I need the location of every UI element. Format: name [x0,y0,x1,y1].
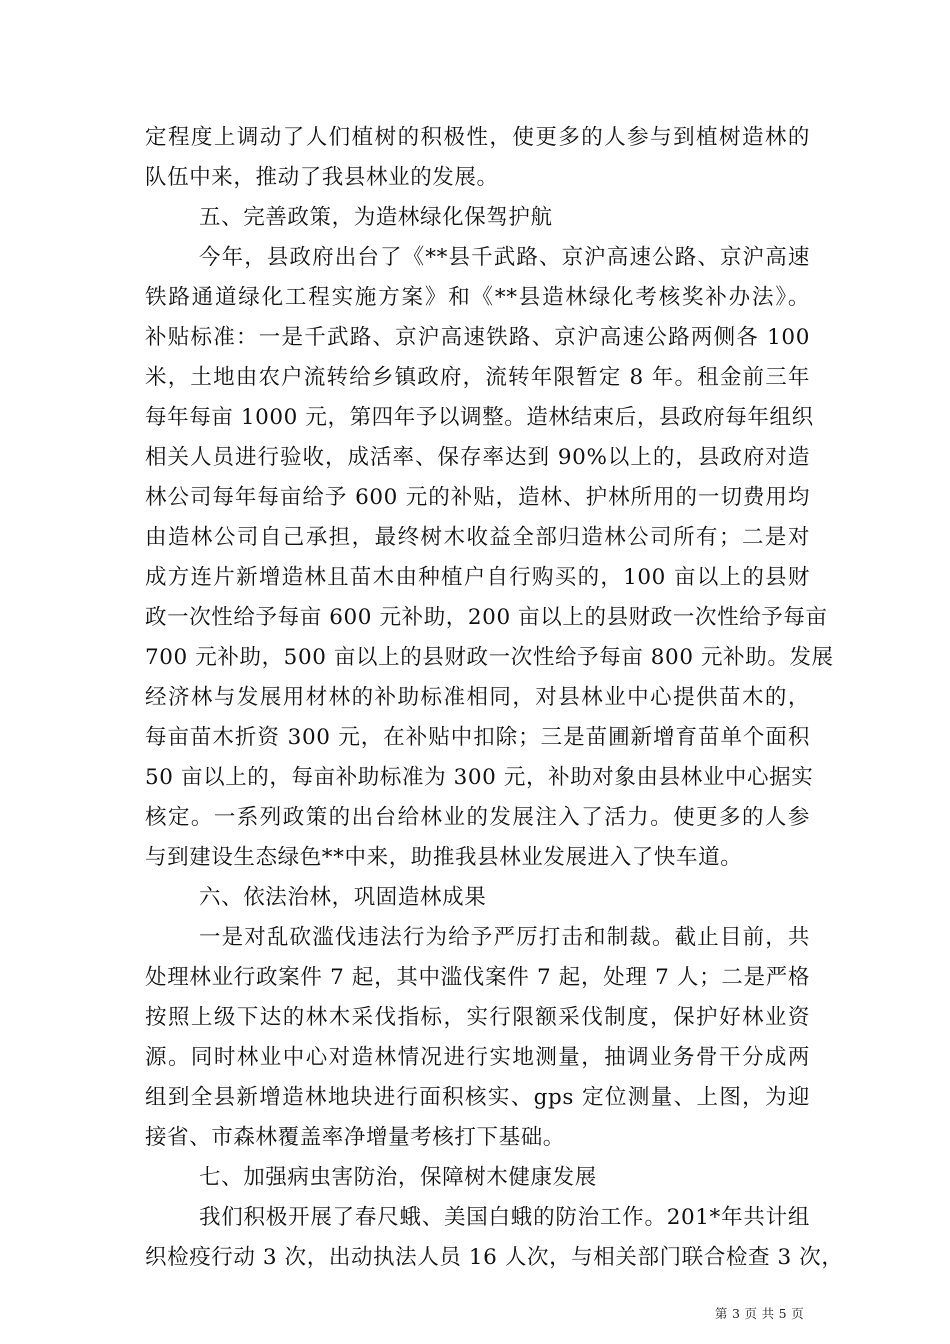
text-line: 700 元补助，500 亩以上的县财政一次性给予每亩 800 元补助。发展 [145,645,834,670]
text-line: 每亩苗木折资 300 元，在补贴中扣除；三是苗圃新增育苗单个面积 [145,725,810,750]
paragraph-first-line: 今年，县政府出台了《**县千武路、京沪高速公路、京沪高速 [199,245,810,270]
section-heading: 七、加强病虫害防治，保障树木健康发展 [199,1165,597,1190]
text-line: 处理林业行政案件 7 起，其中滥伐案件 7 起，处理 7 人；二是严格 [145,965,810,990]
paragraph-last-line: 与到建设生态绿色**中来，助推我县林业发展进入了快车道。 [145,845,743,870]
text-line: 政一次性给予每亩 600 元补助，200 亩以上的县财政一次性给予每亩 [145,605,828,630]
text-line: 林公司每年每亩给予 600 元的补贴，造林、护林所用的一切费用均 [145,485,810,510]
text-line: 铁路通道绿化工程实施方案》和《**县造林绿化考核奖补办法》。 [145,285,810,310]
text-line: 核定。一系列政策的出台给林业的发展注入了活力。使更多的人参 [145,805,810,830]
text-line: 组到全县新增造林地块进行面积核实、gps 定位测量、上图，为迎 [145,1085,810,1110]
text-line: 定程度上调动了人们植树的积极性，使更多的人参与到植树造林的 [145,125,810,150]
text-line: 成方连片新增造林且苗木由种植户自行购买的，100 亩以上的县财 [145,565,810,590]
text-line: 50 亩以上的，每亩补助标准为 300 元，补助对象由县林业中心据实 [145,765,814,790]
paragraph-first-line: 一是对乱砍滥伐违法行为给予严厉打击和制裁。截止目前，共 [199,925,810,950]
text-line: 补贴标准：一是千武路、京沪高速铁路、京沪高速公路两侧各 100 [145,325,810,350]
paragraph-last-line: 接省、市森林覆盖率净增量考核打下基础。 [145,1125,565,1150]
text-line: 相关人员进行验收，成活率、保存率达到 90%以上的，县政府对造 [145,445,810,470]
text-line: 经济林与发展用材林的补助标准相同，对县林业中心提供苗木的， [145,685,810,710]
text-line: 由造林公司自己承担，最终树木收益全部归造林公司所有；二是对 [145,525,810,550]
page-number: 第 3 页 共 5 页 [714,1306,804,1321]
text-line: 米，土地由农户流转给乡镇政府，流转年限暂定 8 年。租金前三年 [145,365,810,390]
document-body [145,118,844,1278]
section-heading: 五、完善政策，为造林绿化保驾护航 [199,205,553,230]
paragraph-first-line: 我们积极开展了春尺蛾、美国白蛾的防治工作。201*年共计组 [199,1205,810,1230]
text-line: 按照上级下达的林木采伐指标，实行限额采伐制度，保护好林业资 [145,1005,810,1030]
text-line: 每年每亩 1000 元，第四年予以调整。造林结束后，县政府每年组织 [145,405,814,430]
section-heading: 六、依法治林，巩固造林成果 [199,885,487,910]
text-line: 织检疫行动 3 次，出动执法人员 16 人次，与相关部门联合检查 3 次， [145,1245,844,1270]
text-line: 源。同时林业中心对造林情况进行实地测量，抽调业务骨干分成两 [145,1045,810,1070]
paragraph-last-line: 队伍中来，推动了我县林业的发展。 [145,165,499,190]
